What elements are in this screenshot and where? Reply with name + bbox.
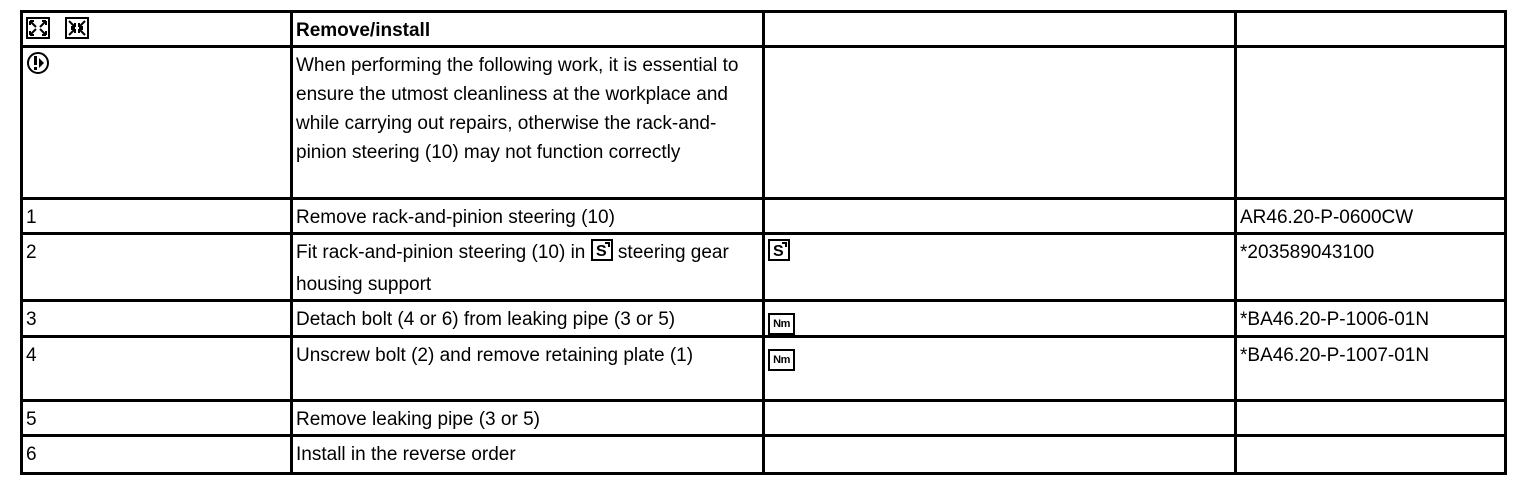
step-text: Remove rack-and-pinion steering (10) [292,199,764,234]
header-empty-cell [764,12,1236,47]
expand-icon[interactable] [26,17,50,39]
step-tool-cell [764,401,1236,436]
note-text-cell [292,47,764,199]
collapse-icon[interactable] [65,17,89,39]
step-reference-link[interactable]: *BA46.20-P-1006-01N [1236,301,1506,337]
table-row [22,401,1506,436]
step-number: 2 [22,234,292,301]
table-row [22,234,1506,301]
repair-procedure-table [20,10,1507,475]
step-reference-link [1236,436,1506,474]
note-exclamation-icon [26,51,50,75]
step-number: 4 [22,337,292,401]
step-text: Detach bolt (4 or 6) from leaking pipe (3 or 5) [292,301,764,337]
step-tool-cell [764,301,1236,337]
header-title-cell [292,12,764,47]
step-reference-link [1236,401,1506,436]
svg-text:S: S [773,243,784,260]
table-row [22,301,1506,337]
step-reference-link[interactable]: AR46.20-P-0600CW [1236,199,1506,234]
table-row [22,199,1506,234]
special-tool-icon[interactable] [591,239,613,270]
note-empty-cell [1236,47,1506,199]
note-empty-cell [764,47,1236,199]
step-text: Unscrew bolt (2) and remove retaining plate (1) [292,337,764,401]
note-text: When performing the following work, it is essential to ensure the utmost cleanliness at the workplace and while carrying out repairs, otherwise the rack-and-pinion steering (10) may not function correctly [296,55,739,163]
step-tool-cell [764,436,1236,474]
step-number: 5 [22,401,292,436]
table-header-row [22,12,1506,47]
step-tool-cell [764,199,1236,234]
step-text: Remove leaking pipe (3 or 5) [292,401,764,436]
step-text-before: Fit rack-and-pinion steering (10) in [296,242,586,263]
step-text-cell [292,234,764,301]
step-text-after: steering gear housing support [296,242,729,295]
step-number: 6 [22,436,292,474]
header-empty-cell [1236,12,1506,47]
section-title: Remove/install [296,20,431,41]
step-reference-link[interactable]: *BA46.20-P-1007-01N [1236,337,1506,401]
step-number: 3 [22,301,292,337]
special-tool-icon[interactable] [768,239,790,270]
table-row [22,337,1506,401]
step-tool-cell [764,234,1236,301]
step-text: Install in the reverse order [292,436,764,474]
svg-text:S: S [595,243,607,260]
note-icon-cell [22,47,292,199]
step-reference-link[interactable]: *203589043100 [1236,234,1506,301]
note-row [22,47,1506,199]
torque-nm-icon[interactable]: Nm [768,313,795,335]
header-icons-cell [22,12,292,47]
torque-nm-icon[interactable]: Nm [768,349,795,371]
table-row [22,436,1506,474]
step-tool-cell [764,337,1236,401]
step-number: 1 [22,199,292,234]
